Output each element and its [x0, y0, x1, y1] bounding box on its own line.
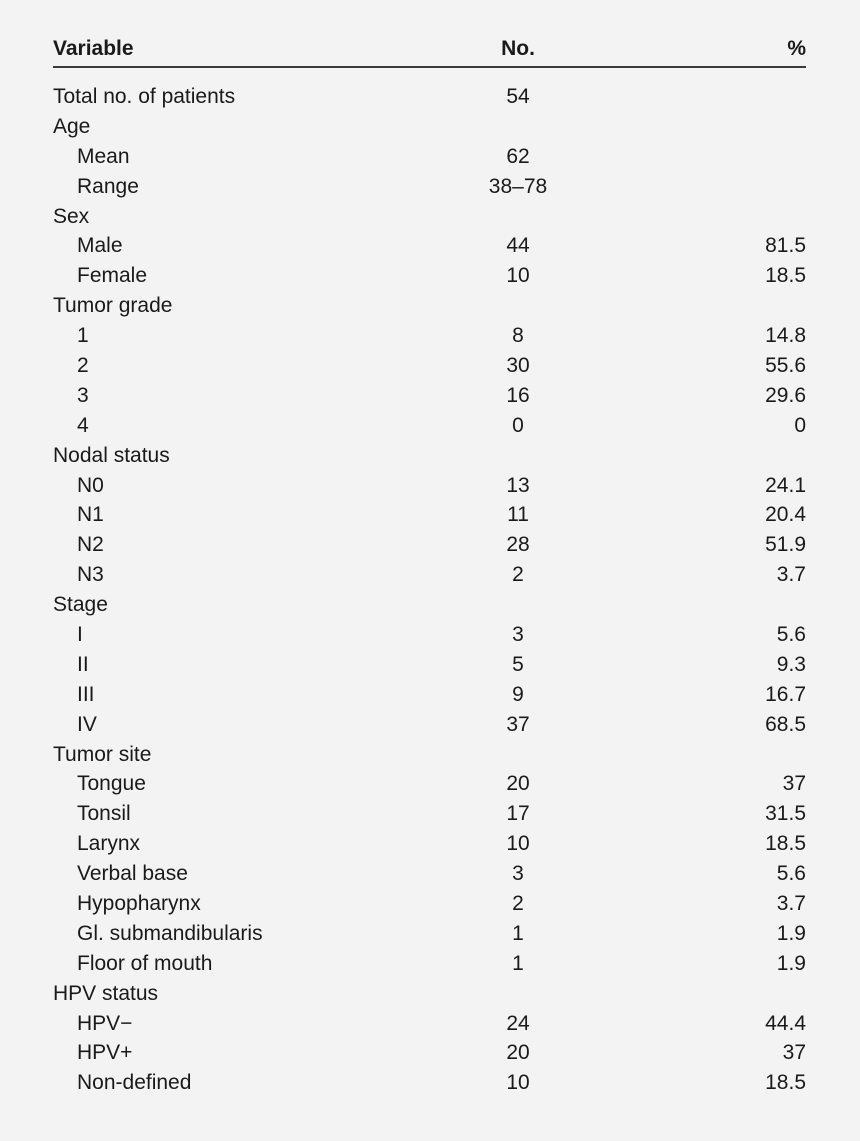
table-row [53, 949, 806, 979]
table-row [53, 859, 806, 889]
row-category-label: Sex [53, 204, 90, 228]
row-percent: 68.5 [765, 712, 806, 736]
row-count: 9 [512, 682, 524, 706]
row-percent: 1.9 [776, 921, 806, 945]
row-category-label: Total no. of patients [53, 84, 236, 108]
table-row [53, 560, 806, 590]
row-sublabel: Female [77, 264, 148, 288]
table-row [53, 112, 806, 142]
table-row [53, 231, 806, 261]
table-row [53, 829, 806, 859]
row-count: 10 [506, 832, 530, 856]
row-percent: 24.1 [765, 473, 806, 497]
patient-characteristics-table [53, 32, 806, 1098]
row-sublabel: N1 [77, 503, 104, 527]
row-percent: 3.7 [776, 891, 806, 915]
table-row [53, 202, 806, 232]
row-sublabel: 2 [77, 353, 89, 377]
row-count: 20 [506, 1041, 530, 1065]
table-row [53, 769, 806, 799]
row-percent: 20.4 [765, 503, 806, 527]
row-percent: 29.6 [765, 383, 806, 407]
table-row [53, 650, 806, 680]
row-sublabel: IV [77, 712, 97, 736]
row-sublabel: Male [77, 234, 123, 258]
table-row [53, 500, 806, 530]
row-sublabel: II [77, 652, 89, 676]
row-percent: 5.6 [776, 622, 806, 646]
row-count: 20 [506, 772, 530, 796]
header-no: No. [501, 37, 535, 60]
row-sublabel: Hypopharynx [77, 891, 201, 915]
table-row [53, 351, 806, 381]
table-body [53, 68, 806, 1098]
table-row [53, 740, 806, 770]
table-row [53, 291, 806, 321]
table-row [53, 620, 806, 650]
row-percent: 37 [782, 772, 806, 796]
table-row [53, 889, 806, 919]
row-count: 62 [506, 144, 530, 168]
row-percent: 37 [782, 1041, 806, 1065]
table-header [53, 32, 806, 68]
row-count: 11 [507, 503, 529, 527]
row-percent: 55.6 [765, 353, 806, 377]
table-row [53, 530, 806, 560]
row-percent: 1.9 [776, 951, 806, 975]
table-row [53, 441, 806, 471]
row-percent: 9.3 [776, 652, 806, 676]
table-row [53, 680, 806, 710]
table-row [53, 381, 806, 411]
table-row [53, 172, 806, 202]
row-count: 16 [506, 383, 530, 407]
row-count: 3 [512, 862, 524, 886]
header-variable: Variable [53, 37, 134, 60]
table-row [53, 590, 806, 620]
table-row [53, 142, 806, 172]
row-count: 1 [512, 951, 524, 975]
table-row [53, 1068, 806, 1098]
row-count: 2 [512, 563, 524, 587]
row-percent: 14.8 [765, 324, 806, 348]
row-count: 38–78 [488, 174, 548, 198]
row-sublabel: Tongue [77, 772, 146, 796]
row-sublabel: III [77, 682, 95, 706]
row-count: 10 [506, 264, 530, 288]
row-sublabel: 1 [77, 324, 89, 348]
row-percent: 18.5 [765, 1071, 806, 1095]
row-percent: 31.5 [765, 802, 806, 826]
row-sublabel: Non-defined [77, 1071, 192, 1095]
row-percent: 18.5 [765, 832, 806, 856]
table-row [53, 1009, 806, 1039]
row-count: 13 [506, 473, 530, 497]
table-row [53, 919, 806, 949]
header-pct: % [787, 37, 806, 60]
row-count: 8 [512, 324, 524, 348]
row-sublabel: Larynx [77, 832, 141, 856]
row-percent: 0 [794, 413, 806, 437]
row-percent: 81.5 [765, 234, 806, 258]
row-category-label: Tumor grade [53, 294, 173, 318]
row-category-label: Stage [53, 593, 108, 617]
row-sublabel: Tonsil [77, 802, 131, 826]
row-sublabel: 4 [77, 413, 89, 437]
row-percent: 44.4 [765, 1011, 806, 1035]
row-percent: 18.5 [765, 264, 806, 288]
row-percent: 16.7 [765, 682, 806, 706]
table-row [53, 1039, 806, 1069]
row-count: 0 [512, 413, 524, 437]
row-sublabel: N0 [77, 473, 104, 497]
table-row [53, 82, 806, 112]
row-count: 5 [512, 652, 524, 676]
row-count: 2 [512, 891, 524, 915]
row-sublabel: Verbal base [77, 862, 188, 886]
table-row [53, 471, 806, 501]
table-row [53, 979, 806, 1009]
row-sublabel: Range [77, 174, 139, 198]
row-sublabel: 3 [77, 383, 89, 407]
row-percent: 5.6 [776, 862, 806, 886]
table-row [53, 321, 806, 351]
row-count: 17 [506, 802, 530, 826]
row-sublabel: Floor of mouth [77, 951, 213, 975]
table-row [53, 799, 806, 829]
row-count: 30 [506, 353, 530, 377]
row-sublabel: N3 [77, 563, 104, 587]
row-percent: 3.7 [776, 563, 806, 587]
row-count: 3 [512, 622, 524, 646]
row-sublabel: N2 [77, 533, 104, 557]
row-count: 44 [506, 234, 530, 258]
row-count: 10 [506, 1071, 530, 1095]
row-count: 54 [506, 84, 530, 108]
row-count: 1 [512, 921, 524, 945]
row-category-label: Age [53, 114, 91, 138]
row-count: 24 [506, 1011, 530, 1035]
row-count: 28 [506, 533, 530, 557]
table-row [53, 411, 806, 441]
row-category-label: HPV status [53, 981, 159, 1005]
row-sublabel: Gl. submandibularis [77, 921, 263, 945]
row-sublabel: I [77, 622, 83, 646]
row-sublabel: HPV+ [77, 1041, 133, 1065]
table-row [53, 261, 806, 291]
row-sublabel: Mean [77, 144, 130, 168]
row-category-label: Nodal status [53, 443, 170, 467]
row-category-label: Tumor site [53, 742, 152, 766]
table-row [53, 710, 806, 740]
row-sublabel: HPV− [77, 1011, 133, 1035]
row-percent: 51.9 [765, 533, 806, 557]
row-count: 37 [506, 712, 530, 736]
